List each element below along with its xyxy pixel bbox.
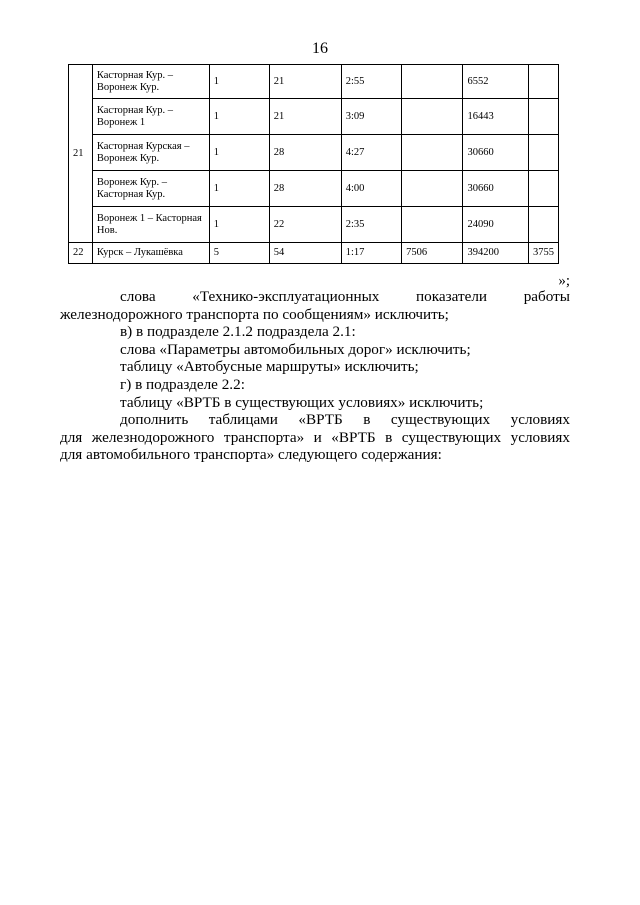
route-cell: Касторная Кур. – Воронеж Кур.	[92, 65, 209, 99]
cell: 2:55	[341, 65, 401, 99]
page-number: 16	[312, 40, 328, 57]
cell	[528, 65, 558, 99]
cell	[402, 135, 463, 171]
cell	[528, 171, 558, 207]
cell: 3755	[528, 243, 558, 264]
cell: 16443	[463, 99, 529, 135]
cell	[528, 99, 558, 135]
route-cell: Воронеж 1 – Касторная Нов.	[92, 207, 209, 243]
cell	[402, 207, 463, 243]
cell: 30660	[463, 171, 529, 207]
cell: 22	[269, 207, 341, 243]
table-row	[69, 207, 559, 243]
paragraph-line: дополнить таблицами «ВРТБ в существующих условиях	[120, 411, 570, 429]
cell: 4:00	[341, 171, 401, 207]
paragraph-line: железнодорожного транспорта по сообщениям» исключить;	[60, 305, 449, 323]
paragraph-line: слова «Параметры автомобильных дорог» исключить;	[120, 340, 471, 358]
cell: 1	[209, 171, 269, 207]
cell: 28	[269, 171, 341, 207]
route-cell: Касторная Курская – Воронеж Кур.	[92, 135, 209, 171]
cell	[402, 171, 463, 207]
route-cell: Воронеж Кур. – Касторная Кур.	[92, 171, 209, 207]
table-row	[69, 65, 559, 99]
paragraph-line: в) в подразделе 2.1.2 подраздела 2.1:	[120, 323, 356, 341]
cell: 1	[209, 99, 269, 135]
cell	[528, 207, 558, 243]
paragraph-line: г) в подразделе 2.2:	[120, 375, 245, 393]
cell: 21	[269, 65, 341, 99]
paragraph-line: таблицу «Автобусные маршруты» исключить;	[120, 358, 419, 376]
cell: 394200	[463, 243, 529, 264]
cell: 54	[269, 243, 341, 264]
routes-table	[68, 64, 559, 264]
row-number-21: 21	[69, 65, 93, 243]
paragraph-line: для железнодорожного транспорта» и «ВРТБ в существующих условиях	[60, 428, 570, 446]
route-cell: Касторная Кур. – Воронеж 1	[92, 99, 209, 135]
paragraph-line: таблицу «ВРТБ в существующих условиях» исключить;	[120, 393, 484, 411]
amendment-text	[60, 288, 570, 464]
route-cell: Курск – Лукашёвка	[92, 243, 209, 264]
table-row	[69, 135, 559, 171]
paragraph-line: слова «Технико-эксплуатационных показатели работы	[120, 288, 570, 305]
cell: 1	[209, 135, 269, 171]
cell: 2:35	[341, 207, 401, 243]
cell: 21	[269, 99, 341, 135]
cell: 1:17	[341, 243, 401, 264]
cell: 6552	[463, 65, 529, 99]
cell: 1	[209, 207, 269, 243]
table-row	[69, 243, 559, 264]
closing-quote: »;	[558, 273, 570, 289]
cell	[402, 99, 463, 135]
table-row	[69, 99, 559, 135]
cell: 1	[209, 65, 269, 99]
paragraph-line: для автомобильного транспорта» следующего содержания:	[60, 446, 442, 464]
cell: 3:09	[341, 99, 401, 135]
cell: 7506	[402, 243, 463, 264]
cell: 28	[269, 135, 341, 171]
table-row	[69, 171, 559, 207]
row-number-22: 22	[69, 243, 93, 264]
cell: 24090	[463, 207, 529, 243]
cell: 5	[209, 243, 269, 264]
cell: 30660	[463, 135, 529, 171]
cell: 4:27	[341, 135, 401, 171]
cell	[402, 65, 463, 99]
cell	[528, 135, 558, 171]
